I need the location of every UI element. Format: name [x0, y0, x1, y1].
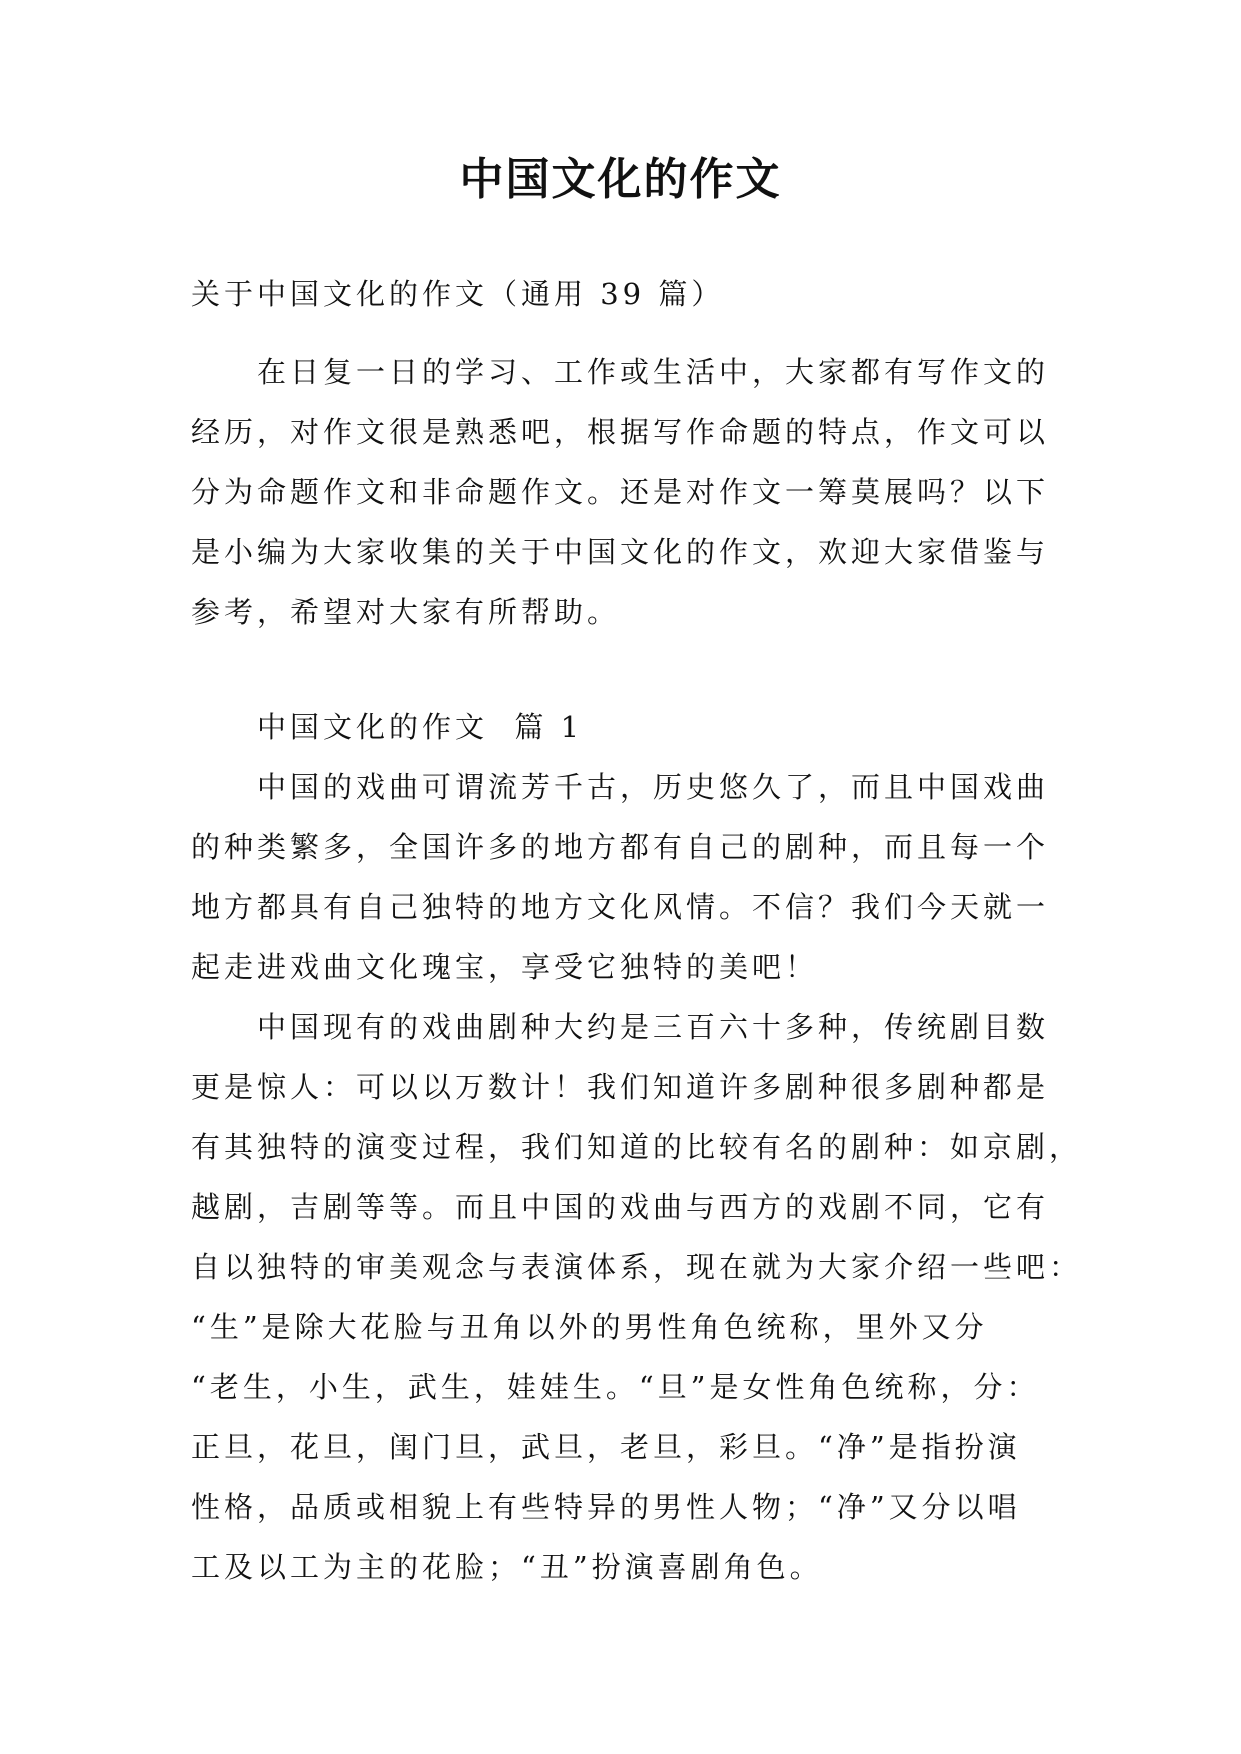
paragraph-line: 性格，品质或相貌上有些特异的男性人物；“净”又分以唱: [191, 1490, 1021, 1524]
paragraph-line: 地方都具有自己独特的地方文化风情。不信？我们今天就一: [191, 890, 1050, 924]
intro-line: 参考，希望对大家有所帮助。: [191, 595, 621, 629]
paragraph-line: 越剧，吉剧等等。而且中国的戏曲与西方的戏剧不同，它有: [191, 1190, 1050, 1224]
document-subtitle: [191, 264, 1051, 324]
paragraph-line: 中国现有的戏曲剧种大约是三百六十多种，传统剧目数: [257, 1010, 1050, 1044]
section-heading: 中国文化的作文 篇 1: [257, 710, 584, 744]
intro-line: 在日复一日的学习、工作或生活中，大家都有写作文的: [257, 355, 1050, 389]
intro-line: 是小编为大家收集的关于中国文化的作文，欢迎大家借鉴与: [191, 535, 1050, 569]
document-title: 中国文化的作文: [459, 154, 782, 205]
paragraph-line: 工及以工为主的花脸；“丑”扮演喜剧角色。: [191, 1550, 823, 1584]
intro-paragraph: [191, 342, 1051, 642]
essay-section-1: [191, 697, 1083, 1597]
paragraph-line: “生”是除大花脸与丑角以外的男性角色统称，里外又分: [191, 1310, 988, 1344]
paragraph-line: 更是惊人：可以以万数计！我们知道许多剧种很多剧种都是: [191, 1070, 1050, 1104]
paragraph-line: 中国的戏曲可谓流芳千古，历史悠久了，而且中国戏曲: [257, 770, 1050, 804]
subtitle-line: 关于中国文化的作文（通用 39 篇）: [191, 277, 725, 311]
paragraph-line: 有其独特的演变过程，我们知道的比较有名的剧种：如京剧，: [191, 1130, 1083, 1164]
intro-line: 经历，对作文很是熟悉吧，根据写作命题的特点，作文可以: [191, 415, 1050, 449]
paragraph-line: 自以独特的审美观念与表演体系，现在就为大家介绍一些吧：: [191, 1250, 1083, 1284]
paragraph-line: 正旦，花旦，闺门旦，武旦，老旦，彩旦。“净”是指扮演: [191, 1430, 1021, 1464]
intro-line: 分为命题作文和非命题作文。还是对作文一筹莫展吗？以下: [191, 475, 1050, 509]
paragraph-line: “老生，小生，武生，娃娃生。“旦”是女性角色统称，分：: [191, 1370, 1040, 1404]
paragraph-line: 起走进戏曲文化瑰宝，享受它独特的美吧！: [191, 950, 819, 984]
paragraph-line: 的种类繁多，全国许多的地方都有自己的剧种，而且每一个: [191, 830, 1050, 864]
